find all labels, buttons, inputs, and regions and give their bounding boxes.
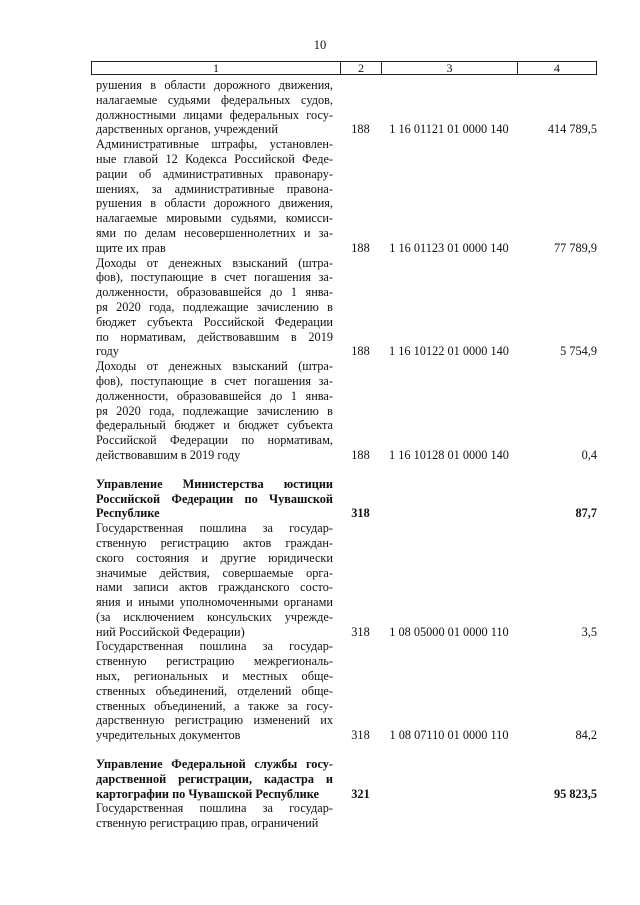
description-line: Государственная пошлина за государ- (96, 801, 333, 816)
row-admin-code: 188 (351, 447, 370, 462)
table-header (91, 61, 597, 75)
section-heading-row (91, 477, 597, 521)
description-line: рушения в области дорожного движения, (96, 196, 333, 211)
table-row (91, 137, 597, 255)
table-row (91, 359, 597, 463)
description-line: бюджет субъекта Российской Федерации (96, 314, 333, 329)
row-description (91, 78, 340, 137)
description-line: по нормативам, действовавшим в 2019 (96, 329, 333, 344)
description-line: ря 2020 года, подлежащие зачислению в (96, 299, 333, 314)
table-row (91, 521, 597, 639)
description-line: (за исключением консульских учрежде- (96, 609, 333, 624)
description-line: фов), поступающие в счет погашения за- (96, 270, 333, 285)
description-line: Управление Министерства юстиции (96, 476, 333, 491)
row-budget-code: 1 16 10128 01 0000 140 (389, 447, 509, 462)
row-amount: 87,7 (575, 506, 597, 521)
description-line: Государственная пошлина за государ- (96, 639, 333, 654)
row-description (91, 359, 340, 463)
section-heading-row (91, 757, 597, 801)
row-amount: 0,4 (581, 447, 597, 462)
description-line: должностными лицами федеральных госу- (96, 107, 333, 122)
description-line: ственную регистрацию актов граждан- (96, 535, 333, 550)
row-budget-code: 1 16 10122 01 0000 140 (389, 344, 509, 359)
row-amount: 95 823,5 (553, 786, 597, 801)
description-line: Российской Федерации по нормативам, (96, 433, 333, 448)
row-budget-code: 1 08 05000 01 0000 110 (389, 624, 509, 639)
description-line: ственных объединений, отделений обще- (96, 683, 333, 698)
row-budget-code: 1 08 07110 01 0000 110 (389, 728, 509, 743)
description-line: налагаемые мировыми судьями, комисси- (96, 211, 333, 226)
description-line: шениях, за административные правона- (96, 181, 333, 196)
row-description (91, 477, 340, 521)
description-line: долженности, образовавшейся до 1 янва- (96, 388, 333, 403)
description-line: картографии по Чувашской Республике (96, 786, 319, 801)
row-amount: 414 789,5 (547, 122, 597, 137)
row-budget-code: 1 16 01123 01 0000 140 (389, 240, 509, 255)
row-admin-code: 318 (351, 624, 370, 639)
row-admin-code: 318 (351, 728, 370, 743)
description-line: Доходы от денежных взысканий (штра- (96, 359, 333, 374)
description-line: рации об административных правонару- (96, 166, 333, 181)
description-line: дарственной регистрации, кадастра и (96, 771, 333, 786)
description-line: значимые действия, совершаемые орга- (96, 565, 333, 580)
page-number: 10 (313, 38, 327, 52)
row-description (91, 757, 340, 801)
header-col-3: 3 (382, 62, 518, 74)
description-line: дарственных органов, учреждений (96, 122, 278, 137)
description-line: Административные штрафы, установлен- (96, 137, 333, 152)
row-description (91, 801, 340, 831)
row-description (91, 137, 340, 255)
description-line: налагаемые судьями федеральных судов, (96, 92, 333, 107)
description-line: ные главой 12 Кодекса Российской Феде- (96, 151, 333, 166)
table-row (91, 78, 597, 137)
table-body (91, 78, 597, 831)
description-line: году (96, 344, 119, 359)
row-admin-code: 318 (351, 506, 370, 521)
description-line: ных, региональных и местных обще- (96, 669, 333, 684)
description-line: яния и иными уполномоченными органами (96, 595, 333, 610)
header-col-2: 2 (341, 62, 382, 74)
description-line: Доходы от денежных взысканий (штра- (96, 255, 333, 270)
description-line: ственную регистрацию прав, ограничений (96, 816, 319, 831)
row-admin-code: 321 (351, 786, 370, 801)
description-line: дарственную регистрацию изменений их (96, 713, 333, 728)
row-description (91, 256, 340, 360)
description-line: ского состояния и другие юридически (96, 550, 333, 565)
row-admin-code: 188 (351, 240, 370, 255)
row-admin-code: 188 (351, 122, 370, 137)
row-budget-code: 1 16 01121 01 0000 140 (389, 122, 509, 137)
table-row (91, 256, 597, 360)
row-amount: 5 754,9 (560, 344, 597, 359)
row-description (91, 639, 340, 743)
table-row (91, 639, 597, 743)
description-line: щите их прав (96, 240, 166, 255)
description-line: ственных объединений, а также за госу- (96, 698, 333, 713)
table-row (91, 801, 597, 831)
description-line: рушения в области дорожного движения, (96, 78, 333, 92)
row-amount: 84,2 (575, 728, 597, 743)
description-line: ний Российской Федерации) (96, 624, 245, 639)
description-line: ственную регистрацию межрегиональ- (96, 654, 333, 669)
description-line: Республике (96, 506, 160, 521)
header-col-1: 1 (92, 62, 341, 74)
description-line: фов), поступающие в счет погашения за- (96, 373, 333, 388)
row-amount: 3,5 (581, 624, 597, 639)
description-line: ря 2020 года, подлежащие зачислению в (96, 403, 333, 418)
description-line: нами записи актов гражданского состо- (96, 580, 333, 595)
description-line: ями по делам несовершеннолетних и за- (96, 225, 333, 240)
description-line: долженности, образовавшейся до 1 янва- (96, 285, 333, 300)
row-description (91, 521, 340, 639)
description-line: Российской Федерации по Чувашской (96, 491, 333, 506)
header-col-4: 4 (554, 61, 560, 75)
row-admin-code: 188 (351, 344, 370, 359)
description-line: Управление Федеральной службы госу- (96, 757, 333, 772)
description-line: федеральный бюджет и бюджет субъекта (96, 418, 333, 433)
description-line: действовавшим в 2019 году (96, 447, 241, 462)
description-line: Государственная пошлина за государ- (96, 521, 333, 536)
row-amount: 77 789,9 (553, 240, 597, 255)
description-line: учредительных документов (96, 728, 241, 743)
